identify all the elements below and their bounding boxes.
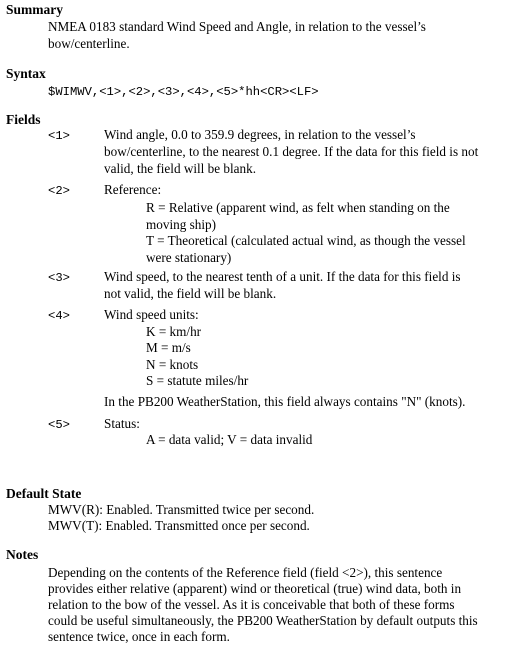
syntax-heading: Syntax <box>6 66 46 81</box>
field-4-unit-s: S = statute miles/hr <box>146 373 249 388</box>
default-state-heading: Default State <box>6 486 82 501</box>
notes-line-1: Depending on the contents of the Reference field (field <2>), this sentence <box>48 565 443 580</box>
field-5-status-values: A = data valid; V = data invalid <box>146 432 313 447</box>
field-4-unit-k: K = km/hr <box>146 324 202 339</box>
default-state-line-1: MWV(R): Enabled. Transmitted twice per second. <box>48 502 315 517</box>
field-3-line-1: Wind speed, to the nearest tenth of a unit. If the data for this field is <box>104 269 461 284</box>
field-4-unit-m: M = m/s <box>146 340 191 355</box>
notes-heading: Notes <box>6 547 39 562</box>
field-4-tag: <4> <box>48 309 70 323</box>
field-2-theoretical-line-2: were stationary) <box>146 250 232 265</box>
field-1-line-1: Wind angle, 0.0 to 359.9 degrees, in relation to the vessel’s <box>104 127 416 142</box>
summary-heading: Summary <box>6 2 63 17</box>
field-5-tag: <5> <box>48 418 70 432</box>
field-2-label: Reference: <box>104 182 162 197</box>
field-1-tag: <1> <box>48 129 70 143</box>
field-4-label: Wind speed units: <box>104 307 199 322</box>
field-2-tag: <2> <box>48 184 70 198</box>
syntax-text: $WIMWV,<1>,<2>,<3>,<4>,<5>*hh<CR><LF> <box>48 85 319 99</box>
notes-line-3: relation to the bow of the vessel. As it is conceivable that both of these forms <box>48 597 455 612</box>
field-3-line-2: not valid, the field will be blank. <box>104 286 277 301</box>
field-5-label: Status: <box>104 416 140 431</box>
field-3-tag: <3> <box>48 271 70 285</box>
default-state-line-2: MWV(T): Enabled. Transmitted once per second. <box>48 518 310 533</box>
notes-line-2: provides either relative (apparent) wind or theoretical (true) wind data, both in <box>48 581 462 596</box>
summary-line-2: bow/centerline. <box>48 36 130 51</box>
field-1-line-2: bow/centerline, to the nearest 0.1 degree. If the data for this field is not <box>104 144 479 159</box>
summary-line-1: NMEA 0183 standard Wind Speed and Angle, in relation to the vessel’s <box>48 19 426 34</box>
notes-line-4: could be useful simultaneously, the PB200 WeatherStation by default outputs this <box>48 613 478 628</box>
field-1-line-3: valid, the field will be blank. <box>104 161 256 176</box>
field-2-relative-line-2: moving ship) <box>146 217 216 232</box>
field-4-unit-n: N = knots <box>146 357 199 372</box>
field-4-note: In the PB200 WeatherStation, this field always contains "N" (knots). <box>104 394 466 409</box>
fields-heading: Fields <box>6 112 41 127</box>
field-2-relative-line-1: R = Relative (apparent wind, as felt when standing on the <box>146 200 450 215</box>
field-2-theoretical-line-1: T = Theoretical (calculated actual wind, as though the vessel <box>146 233 466 248</box>
notes-line-5: sentence twice, once in each form. <box>48 629 230 644</box>
